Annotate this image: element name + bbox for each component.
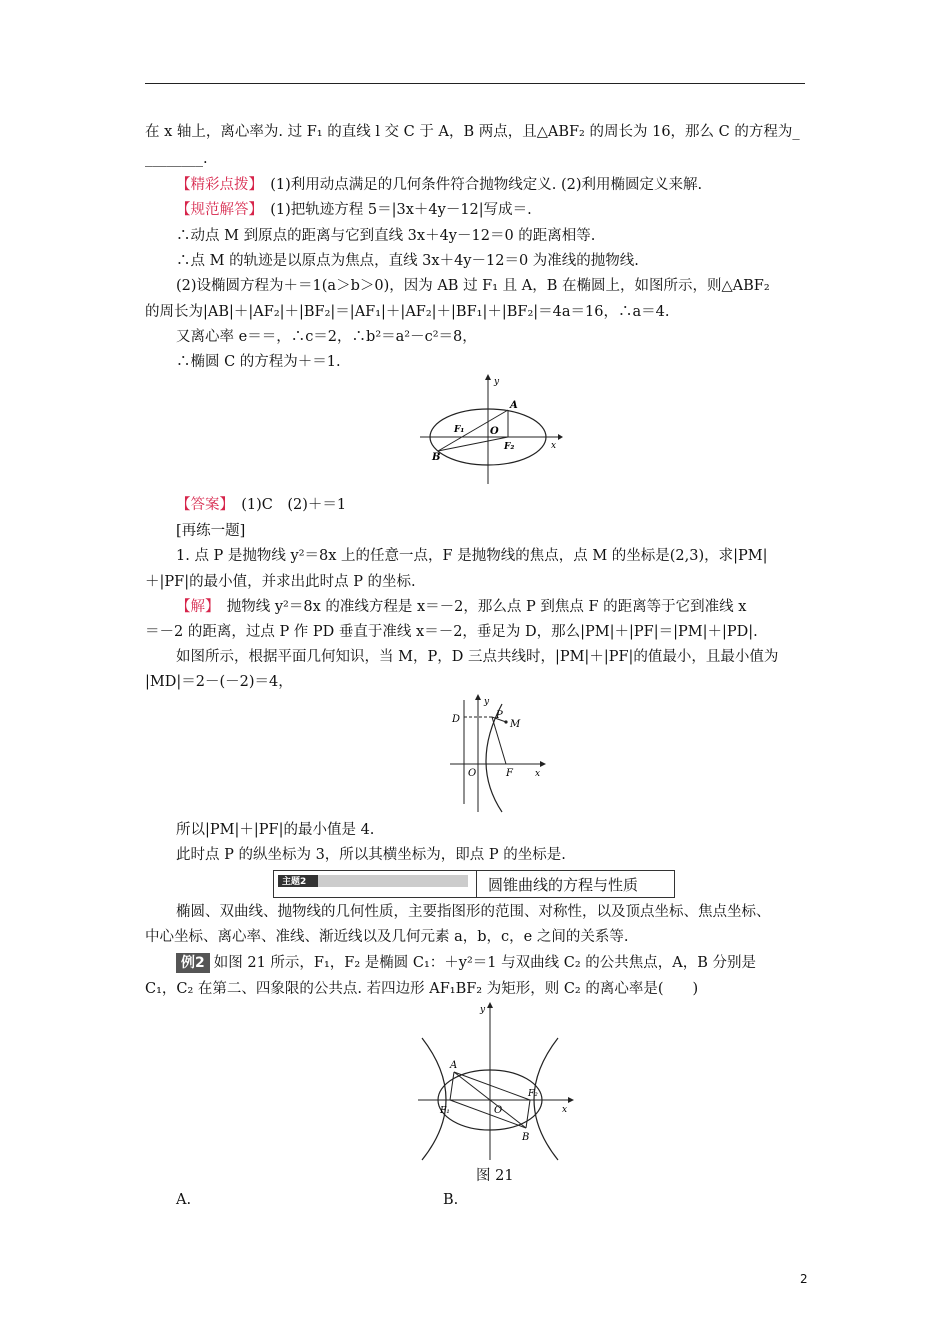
text-line: 在 x 轴上，离心率为. 过 F₁ 的直线 l 交 C 于 A，B 两点，且△ABF₂ 的周长为 16，那么 C 的方程为_: [145, 124, 800, 140]
point-label-f1: F₁: [440, 1106, 450, 1116]
point-label-p: P: [496, 710, 503, 721]
x-axis-label: x: [551, 441, 557, 451]
hint-line: [176, 175, 702, 195]
text-line: 又离心率 e＝＝，∴c＝2，∴b²＝a²－c²＝8，: [176, 329, 477, 345]
y-axis-label: y: [480, 1005, 486, 1015]
answer-tag: 【答案】: [176, 497, 227, 513]
solve-tag: 【解】: [176, 599, 213, 615]
text-line: ＋|PF|的最小值，并求出此时点 P 的坐标.: [145, 574, 416, 590]
point-label-a: A: [510, 400, 518, 411]
answer-text: (1)C (2)＋＝1: [226, 497, 347, 513]
text-line: 如图所示，根据平面几何知识，当 M，P，D 三点共线时，|PM|＋|PF|的值最小，且最小值为: [176, 649, 779, 665]
header-rule: [145, 83, 805, 84]
figure-caption: 图 21: [476, 1168, 514, 1184]
point-label-a: A: [450, 1060, 458, 1071]
x-axis-label: x: [535, 769, 541, 779]
point-label-d: D: [452, 714, 461, 725]
point-label-b: B: [522, 1132, 530, 1143]
text-line: [再练一题]: [176, 523, 246, 539]
parabola-figure: [440, 692, 550, 818]
ellipse-figure-1: [418, 372, 563, 491]
text-line: ∴椭圆 C 的方程为＋＝1.: [176, 354, 341, 370]
example-line: [176, 953, 756, 973]
y-axis-label: y: [494, 377, 500, 387]
topic-title: 圆锥曲线的方程与性质: [488, 876, 639, 894]
text-line: |MD|＝2－(－2)＝4，: [145, 674, 293, 690]
option-b[interactable]: B.: [443, 1192, 459, 1208]
y-axis-label: y: [484, 697, 490, 707]
answer-line: [176, 495, 346, 515]
solution-line: [176, 200, 532, 220]
solve-line: [176, 597, 746, 617]
point-label-f: F: [506, 768, 513, 779]
text-line: ∴点 M 的轨迹是以原点为焦点，直线 3x＋4y－12＝0 为准线的抛物线.: [176, 253, 639, 269]
solve-text: 抛物线 y²＝8x 的准线方程是 x＝－2，那么点 P 到焦点 F 的距离等于它到准线 x: [212, 599, 747, 615]
topic-tag-bar: [278, 875, 468, 887]
text-line: 中心坐标、离心率、准线、渐近线以及几何元素 a，b，c，e 之间的关系等.: [145, 929, 629, 945]
topic-divider: [476, 871, 477, 897]
text-line: 1. 点 P 是抛物线 y²＝8x 上的任意一点，F 是抛物线的焦点，点 M 的坐标是(2,3)，求|PM|: [176, 548, 768, 564]
point-label-b: B: [432, 452, 441, 463]
topic-tag: 主题2: [282, 877, 307, 887]
point-label-f2: F₂: [528, 1089, 538, 1099]
point-label-o: O: [490, 426, 499, 437]
text-line: C₁，C₂ 在第二、四象限的公共点. 若四边形 AF₁BF₂ 为矩形，则 C₂ 的离心率是( ): [145, 981, 699, 997]
text-line: 椭圆、双曲线、抛物线的几何性质，主要指图形的范围、对称性，以及顶点坐标、焦点坐标、: [176, 904, 771, 920]
solution-text: (1)把轨迹方程 5＝|3x＋4y－12|写成＝.: [255, 202, 532, 218]
text-line: 所以|PM|＋|PF|的最小值是 4.: [176, 822, 375, 838]
ellipse-hyperbola-figure: [410, 1000, 580, 1166]
hint-text: (1)利用动点满足的几何条件符合抛物线定义. (2)利用椭圆定义来解.: [255, 177, 703, 193]
x-axis-label: x: [562, 1105, 568, 1115]
text-line: ∴动点 M 到原点的距离与它到直线 3x＋4y－12＝0 的距离相等.: [176, 228, 596, 244]
hint-tag: 【精彩点拨】: [176, 177, 256, 193]
point-label-o: O: [468, 768, 477, 779]
example-badge: 例2: [176, 953, 210, 973]
topic-banner: [273, 870, 675, 898]
text-line: 此时点 P 的纵坐标为 3，所以其横坐标为，即点 P 的坐标是.: [176, 847, 566, 863]
point-label-m: M: [510, 719, 521, 730]
option-a[interactable]: A.: [176, 1192, 192, 1208]
example-text: 如图 21 所示，F₁，F₂ 是椭圆 C₁：＋y²＝1 与双曲线 C₂ 的公共焦点，A，B 分别是: [213, 955, 756, 971]
text-line: ＝－2 的距离，过点 P 作 PD 垂直于准线 x＝－2，垂足为 D，那么|PM|＋|PF|＝|PM|＋|PD|.: [145, 624, 758, 640]
text-line: ________.: [145, 151, 208, 167]
point-label-o: O: [494, 1105, 503, 1116]
solution-tag: 【规范解答】: [176, 202, 256, 218]
point-label-f1: F₁: [454, 425, 465, 435]
page-number: 2: [800, 1272, 808, 1286]
text-line: (2)设椭圆方程为＋＝1(a＞b＞0)，因为 AB 过 F₁ 且 A，B 在椭圆上，如图所示，则△ABF₂: [176, 278, 770, 294]
point-label-f2: F₂: [504, 442, 515, 452]
text-line: 的周长为|AB|＋|AF₂|＋|BF₂|＝|AF₁|＋|AF₂|＋|BF₁|＋|BF₂|＝4a＝16，∴a＝4.: [145, 304, 670, 320]
